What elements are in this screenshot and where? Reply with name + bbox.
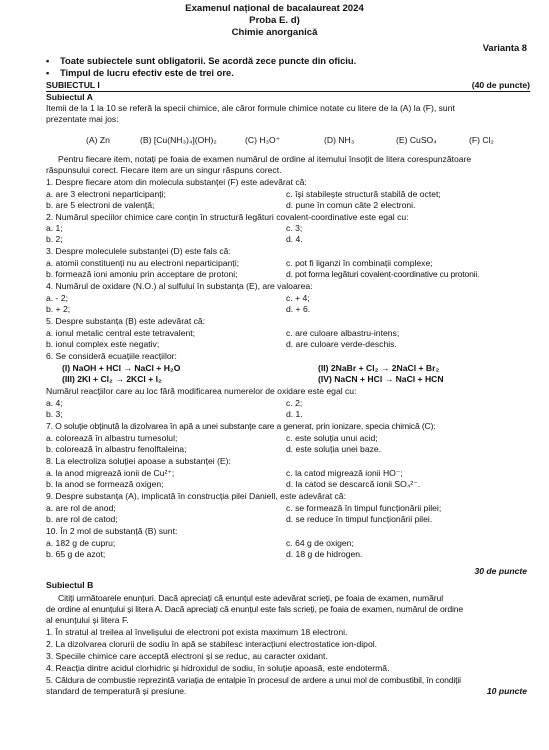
- item-8-option-c: c. la catod migrează ionii HO⁻;: [286, 468, 403, 478]
- item-5-option-d: d. are culoare verde-deschis.: [286, 339, 397, 349]
- item-2-question: 2. Numărul speciilor chimice care conțin în structură legături covalent-coordinative este egal cu:: [46, 212, 409, 222]
- item-5-option-c: c. are culoare albastru-intens;: [286, 328, 400, 338]
- item-10-option-d: d. 18 g de hidrogen.: [286, 549, 363, 559]
- item-2-option-d: d. 4.: [286, 234, 303, 244]
- exam-title: Examenul național de bacalaureat 2024: [185, 3, 364, 14]
- bullet-icon: •: [46, 67, 50, 78]
- item-3-option-d: d. pot forma legături covalent-coordinative cu protonii.: [286, 269, 480, 279]
- item-9-option-b: b. are rol de catod;: [46, 514, 118, 524]
- exam-proba: Proba E. d): [249, 15, 300, 26]
- item-10-option-c: c. 64 g de oxigen;: [286, 538, 354, 548]
- item-6-subquestion: Numărul reacțiilor care au loc fără modificarea numerelor de oxidare este egal cu:: [46, 386, 357, 396]
- variant-label: Varianta 8: [482, 42, 527, 53]
- item-10-question: 10. În 2 mol de substanță (B) sunt:: [46, 526, 178, 536]
- species-a: (A) Zn: [86, 135, 110, 145]
- item-5-option-a: a. ionul metalic central este tetravalent;: [46, 328, 196, 338]
- item-6-option-d: d. 1.: [286, 409, 303, 419]
- item-6-option-b: b. 3;: [46, 409, 63, 419]
- rule-2: • Timpul de lucru efectiv este de trei ore.: [46, 67, 234, 78]
- item-9-option-a: a. are rol de anod;: [46, 503, 116, 513]
- subiectul-b-instr-2: de ordine al enunțului și litera A. Dacă apreciați că enunțul este fals scrieți, pe foaia de examen, numărul de ordine: [46, 604, 464, 614]
- item-1-option-c: c. își stabilește structură stabilă de octet;: [286, 189, 441, 199]
- species-f: (F) Cl₂: [469, 135, 494, 145]
- rule-1: • Toate subiectele sunt obligatorii. Se acordă zece puncte din oficiu.: [46, 55, 357, 66]
- species-b: (B) [Cu(NH₃)₄](OH)₂: [140, 135, 217, 145]
- section-1-points: (40 de puncte): [471, 80, 530, 90]
- bullet-icon: •: [46, 55, 50, 66]
- subiectul-a-points: 30 de puncte: [474, 566, 527, 576]
- item-8-option-b: b. la anod se formează oxigen;: [46, 479, 164, 489]
- item-2-option-b: b. 2;: [46, 234, 63, 244]
- item-4-option-b: b. + 2;: [46, 304, 71, 314]
- item-7-question: 7. O soluție obținută la dizolvarea în apă a unei substanțe care a generat, prin ionizare, specia chimică (C):: [46, 421, 436, 431]
- item-9-question: 9. Despre substanța (A), implicată în construcția pilei Daniell, este adevărat că:: [46, 491, 346, 501]
- statement-4: 4. Reacția dintre acidul clorhidric și hidroxidul de sodiu, în soluție apoasă, este endotermă.: [46, 663, 390, 673]
- item-3-option-c: c. pot fi liganzi în combinații complexe;: [286, 258, 433, 268]
- species-c: (C) H₃O⁺: [245, 135, 281, 145]
- subiectul-a-title: Subiectul A: [46, 92, 93, 102]
- statement-5-cont: standard de temperatură și presiune.: [46, 686, 187, 696]
- item-9-option-c: c. se formează în timpul funcționării pilei;: [286, 503, 442, 513]
- subiectul-a-instructions-1: Pentru fiecare item, notați pe foaia de examen numărul de ordine al itemului însoțit de litera corespunzătoare: [58, 154, 472, 164]
- item-7-option-d: d. este soluția unei baze.: [286, 444, 382, 454]
- item-2-option-c: c. 3;: [286, 223, 303, 233]
- subiectul-a-intro-2: prezentate mai jos:: [46, 114, 119, 124]
- item-1-question: 1. Despre fiecare atom din molecula substanței (F) este adevărat că:: [46, 177, 307, 187]
- subiectul-b-title: Subiectul B: [46, 580, 94, 590]
- item-1-option-d: d. pune în comun câte 2 electroni.: [286, 200, 416, 210]
- item-6-option-a: a. 4;: [46, 398, 63, 408]
- item-8-option-d: d. la catod se descarcă ionii SO₄²⁻.: [286, 479, 421, 489]
- item-2-option-a: a. 1;: [46, 223, 63, 233]
- item-3-option-a: a. atomii constituenți nu au electroni neparticipanți;: [46, 258, 239, 268]
- item-7-option-b: b. colorează în albastru fenolftaleina;: [46, 444, 187, 454]
- item-6-option-c: c. 2;: [286, 398, 303, 408]
- item-5-option-b: b. ionul complex este negativ;: [46, 339, 160, 349]
- item-4-question: 4. Numărul de oxidare (N.O.) al sulfului în substanța (E), are valoarea:: [46, 281, 313, 291]
- species-d: (D) NH₃: [324, 135, 355, 145]
- reaction-4: (IV) NaCN + HCl → NaCl + HCN: [318, 374, 444, 384]
- item-3-question: 3. Despre moleculele substanței (D) este fals că:: [46, 246, 231, 256]
- item-8-question: 8. La electroliza soluției apoase a substanței (E):: [46, 456, 231, 466]
- reaction-1: (I) NaOH + HCl → NaCl + H₂O: [62, 363, 181, 373]
- item-3-option-b: b. formează ioni amoniu prin acceptare de protoni;: [46, 269, 238, 279]
- reaction-3: (III) 2KI + Cl₂ → 2KCl + I₂: [62, 374, 162, 384]
- section-1-header: [46, 80, 530, 92]
- item-1-option-a: a. are 3 electroni neparticipanți;: [46, 189, 166, 199]
- statement-2: 2. La dizolvarea clorurii de sodiu în apă se stabilesc interacțiuni electrostatice ion-dipol.: [46, 639, 378, 649]
- item-10-option-b: b. 65 g de azot;: [46, 549, 106, 559]
- reaction-2: (II) 2NaBr + Cl₂ → 2NaCl + Br₂: [318, 363, 440, 373]
- item-9-option-d: d. se reduce în timpul funcționării pilei.: [286, 514, 433, 524]
- section-1-title: SUBIECTUL I: [46, 80, 100, 90]
- item-5-question: 5. Despre substanța (B) este adevărat că:: [46, 316, 206, 326]
- subiectul-b-instr-3: al enunțului și litera F.: [46, 615, 129, 625]
- item-4-option-c: c. + 4;: [286, 293, 310, 303]
- item-10-option-a: a. 182 g de cupru;: [46, 538, 116, 548]
- item-4-option-d: d. + 6.: [286, 304, 311, 314]
- item-1-option-b: b. are 5 electroni de valență;: [46, 200, 155, 210]
- subiectul-a-intro-1: Itemii de la 1 la 10 se referă la specii chimice, ale căror formule chimice notate cu litere de la (A) la (F), sunt: [46, 103, 455, 113]
- item-4-option-a: a. - 2;: [46, 293, 68, 303]
- exam-subject: Chimie anorganică: [231, 27, 318, 38]
- statement-3: 3. Speciile chimice care acceptă electroni și se reduc, au caracter oxidant.: [46, 651, 328, 661]
- statement-5: 5. Căldura de combustie reprezintă variația de entalpie în procesul de ardere a unui mol de combustibil, în condiții: [46, 675, 461, 685]
- species-e: (E) CuSO₄: [396, 135, 437, 145]
- subiectul-a-instructions-2: răspunsului corect. Fiecare item are un singur răspuns corect.: [46, 165, 282, 175]
- item-7-option-a: a. colorează în albastru turnesolul;: [46, 433, 178, 443]
- item-6-question: 6. Se consideră ecuațiile reacțiilor:: [46, 351, 177, 361]
- item-8-option-a: a. la anod migrează ionii de Cu²⁺;: [46, 468, 175, 478]
- item-7-option-c: c. este soluția unui acid;: [286, 433, 378, 443]
- statement-1: 1. În stratul al treilea al învelișului de electroni pot exista maximum 18 electroni.: [46, 627, 348, 637]
- subiectul-b-points: 10 puncte: [486, 686, 527, 696]
- subiectul-b-instr-1: Citiți următoarele enunțuri. Dacă apreciați că enunțul este adevărat scrieți, pe foaia de examen, numărul: [58, 593, 444, 603]
